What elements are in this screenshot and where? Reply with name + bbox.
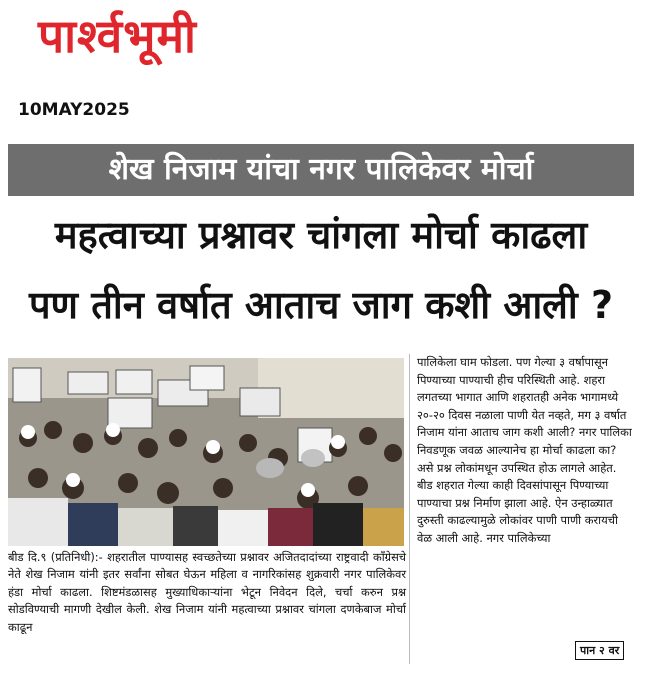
issue-date: 10MAY2025 [18, 100, 130, 120]
right-paragraph-1: पालिकेला घाम फोडला. पण गेल्या ३ वर्षापासून पिण्याच्या पाण्याची हीच परिस्थिती आहे. शहरा लगतच्या भागात आणि शहरातही अनेक भागामध्ये २०-२० दिवस नळाला पाणी येत नव्हते, मग ३ वर्षात निजाम यांना आताच जाग कशी आली? नगर पालिका निवडणूक जवळ आल्यानेच हा मोर्चा काढला का? असे प्रश्न लोकांमधून उपस्थित होऊ लागले आहेत. [417, 355, 632, 475]
column-rule [409, 354, 410, 664]
continued-page-badge: पान २ वर [575, 641, 624, 660]
protest-photo-illustration [8, 358, 404, 546]
kicker-banner: शेख निजाम यांचा नगर पालिकेवर मोर्चा [8, 144, 634, 196]
headline-line-1: महत्वाच्या प्रश्नावर चांगला मोर्चा काढला [54, 213, 588, 257]
headline-line-2: पण तीन वर्षात आताच जाग कशी आली ? [28, 283, 614, 327]
masthead-logo: पार्श्वभूमी [38, 9, 197, 63]
right-paragraph-2: बीड शहरात गेल्या काही दिवसांपासून पिण्याच्या पाण्याचा प्रश्न निर्माण झाला आहे. ऐन उन्हाळ्यात दुरुस्ती काढल्यामुळे लोकांवर पाणी पाणी करायची वेळ आली आहे. नगर पालिकेच्या [417, 478, 618, 545]
lead-paragraph: बीड दि.९ (प्रतिनिधी):- शहरातील पाण्यासह स्वच्छतेच्या प्रश्नावर अजितदादांच्या राष्ट्रवादी कॉंग्रेसचे नेते शेख निजाम यांनी इतर सर्वांना सोबत घेऊन महिला व नागरिकांसह शुक्रवारी नगर पालिकेवर हंडा मोर्चा काढला. शिष्टमंडळासह मुख्याधिकाऱ्यांना भेटून निवेदन दिले, चर्चा करुन प्रश्न सोडविण्याची मागणी देखील केली. शेख निजाम यांनी महत्वाच्या प्रश्नावर चांगला दणकेबाज मोर्चा काढून [8, 550, 406, 634]
right-column [417, 354, 633, 548]
protest-photo [8, 358, 404, 546]
